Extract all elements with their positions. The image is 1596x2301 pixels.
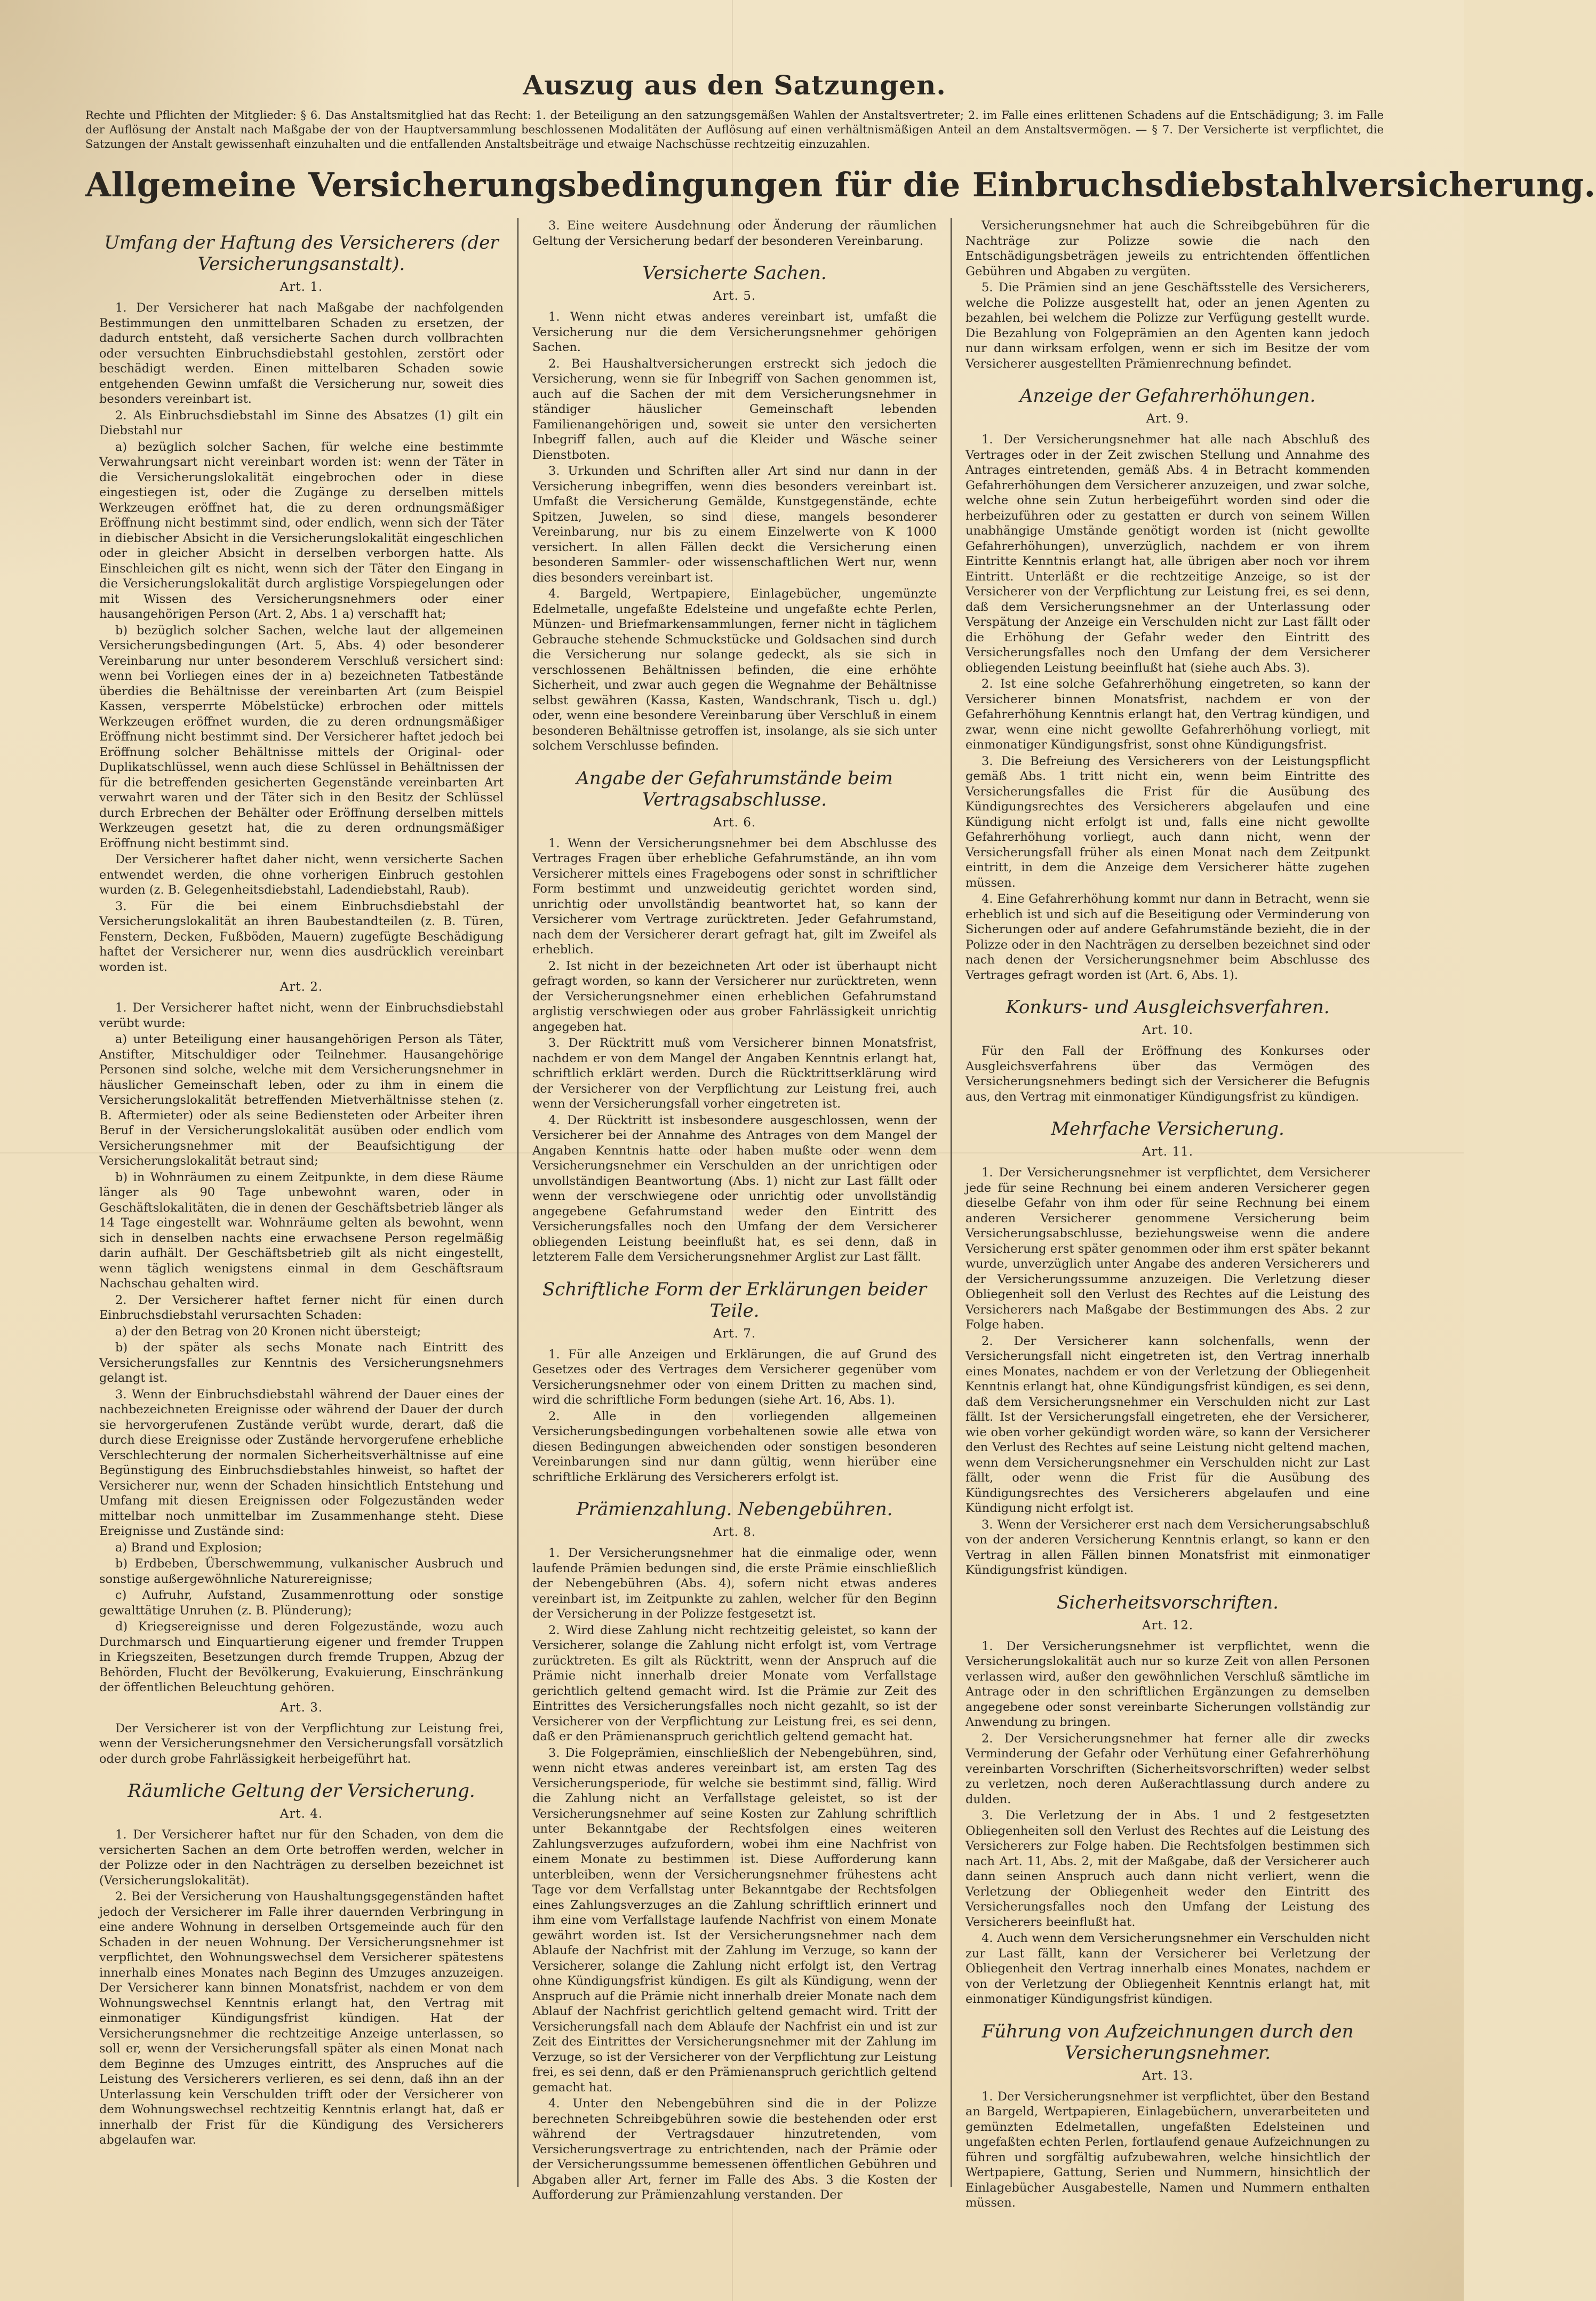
main-title: Allgemeine Versicherungsbedingungen für die Einbruchsdiebstahlversicherung. <box>85 165 1596 204</box>
paragraph: 3. Wenn der Einbruchsdiebstahl während der Dauer eines der nachbezeichneten Ereignisse oder während der Dauer der durch sie hervorgerufenen Zustände verübt wurde, derart, daß die durch diese Ereignisse oder Zustände hervorgerufene erhebliche Verschlechterung der normalen Sicherheitsverhältnisse auf eine Begünstigung des Einbruchsdiebstahles hinweist, so haftet der Versicherer nur, wenn der Schaden hinsichtlich Entstehung und Umfang mit diesen Ereignissen oder Folgezuständen weder mittelbar noch unmittelbar im Zusammenhange steht. Diese Ereignisse und Zustände sind: <box>99 1387 504 1538</box>
paragraph: 1. Der Versicherungsnehmer ist verpflichtet, über den Bestand an Bargeld, Wertpapieren, Einlagebüchern, unverarbeiteten und gemünzten Edelmetallen, ungefaßten Edelsteinen und ungefaßten echten Perlen, fortlaufend genaue Aufzeichnungen zu führen und sorgfältig aufzubewahren, welche hinsichtlich der Wertpapiere, Gattung, Serien und Nummern, hinsichtlich der Einlagebücher Ausgabestelle, Namen und Nummern enthalten müssen. <box>965 2089 1370 2210</box>
paragraph: 4. Auch wenn dem Versicherungsnehmer ein Verschulden nicht zur Last fällt, kann der Versicherer bei Verletzung der Obliegenheit den Vertrag innerhalb eines Monates, nachdem er von der Verletzung der Obliegenheit Kenntnis erlangt hat, mit einmonatiger Kündigungsfrist kündigen. <box>965 1931 1370 2006</box>
article-number: Art. 10. <box>1142 1023 1194 1037</box>
paragraph: 2. Alle in den vorliegenden allgemeinen Versicherungsbedingungen vorbehaltenen sowie alle etwa von diesen Bedingungen abweichenden oder sonstigen besonderen Vereinbarungen sind nur dann gültig, wenn hierüber eine schriftliche Erklärung des Versicherers erfolgt ist. <box>532 1409 937 1484</box>
article-number: Art. 9. <box>1146 412 1190 426</box>
paragraph: 3. Die Befreiung des Versicherers von der Leistungspflicht gemäß Abs. 1 tritt nicht ein, wenn beim Eintritte des Versicherungsfalles die Frist für die Ausübung des Kündigungsrechtes des Versicherers abgelaufen und eine Kündigung nicht erfolgt ist und, falls eine nicht gewollte Gefahrerhöhung vorliegt, auch dann nicht, wenn der Versicherungsfall früher als einen Monat nach dem Zeitpunkt eintritt, in dem die Anzeige dem Versicherer hätte zugehen müssen. <box>965 754 1370 890</box>
paragraph: 4. Eine Gefahrerhöhung kommt nur dann in Betracht, wenn sie erheblich ist und sich auf die Beseitigung oder Verminderung von Sicherungen oder auf andere Gefahrumstände bezieht, die in der Polizze oder in den Nachträgen zu derselben bezeichnet sind oder nach denen der Versicherungsnehmer beim Abschlusse des Vertrages gefragt worden ist (Art. 6, Abs. 1). <box>965 892 1370 982</box>
paragraph: 3. Wenn der Versicherer erst nach dem Versicherungsabschluß von der anderen Versicherung Kenntnis erlangt, so kann er den Vertrag in allen Fällen binnen Monatsfrist mit einmonatiger Kündigungsfrist kündigen. <box>965 1517 1370 1577</box>
paragraph: 1. Der Versicherungsnehmer ist verpflichtet, dem Versicherer jede für seine Rechnung bei einem anderen Versicherer gegen dieselbe Gefahr von ihm oder für seine Rechnung bei einem anderen Versicherer genommene Versicherung beim Versicherungsabschlusse, beziehungsweise wenn die andere Versicherung erst später genommen oder ihm erst später bekannt wurde, unverzüglich unter Angabe des anderen Versicherers und der Versicherungssumme anzuzeigen. Die Verletzung dieser Obliegenheit soll den Verlust des Rechtes auf die Leistung des Versicherers nach Maßgabe der Bestimmungen des Abs. 2 zur Folge haben. <box>965 1166 1370 1332</box>
paragraph: 4. Bargeld, Wertpapiere, Einlagebücher, ungemünzte Edelmetalle, ungefaßte Edelsteine und ungefaßte echte Perlen, Münzen- und Briefmarkensammlungen, ferner nicht in täglichem Gebrauche stehende Schmuckstücke und Goldsachen sind durch die Versicherung nur solange gedeckt, als sie sich in verschlossenen Behältnissen befinden, die eine erhöhte Sicherheit, und zwar auch gegen die Wegnahme der Behältnisse selbst gewähren (Kassa, Kasten, Wandschrank, Tisch u. dgl.) oder, wenn eine besondere Vereinbarung über Verschluß in einem besonderen Behältnisse getroffen ist, insolange, als sie sich unter solchem Verschlusse befinden. <box>532 587 937 753</box>
paragraph: 1. Der Versicherer hat nach Maßgabe der nachfolgenden Bestimmungen den unmittelbaren Schaden zu ersetzen, der dadurch entsteht, daß versicherte Sachen durch vollbrachten oder versuchten Einbruchsdiebstahl gestohlen, zerstört oder beschädigt werden. Einen mittelbaren Schaden sowie entgehenden Gewinn umfaßt die Versicherung nur, soweit dies besonders vereinbart ist. <box>99 301 504 406</box>
paragraph: 5. Die Prämien sind an jene Geschäftsstelle des Versicherers, welche die Polizze ausgestellt hat, oder an jenen Agenten zu bezahlen, bei welchem die Polizze zur Verfügung gestellt wurde. Die Bezahlung von Folgeprämien an den Agenten kann jedoch nur dann wirksam erfolgen, wenn er sich im Besitze der vom Versicherer ausgestellten Prämienrechnung befindet. <box>965 281 1370 371</box>
text-columns <box>85 218 1384 2210</box>
paragraph: b) Erdbeben, Überschwemmung, vulkanischer Ausbruch und sonstige außergewöhnliche Naturereignisse; <box>99 1557 504 1586</box>
article-number: Art. 13. <box>1142 2068 1194 2083</box>
column-2 <box>517 218 951 2202</box>
paper-fold <box>732 0 733 2301</box>
paragraph: d) Kriegsereignisse und deren Folgezustände, wozu auch Durchmarsch und Einquartierung eigener und fremder Truppen in Kriegszeiten, Besetzungen durch fremde Truppen, Abzug der Behörden, Flucht der Bevölkerung, Evakuierung, Einschränkung der öffentlichen Beleuchtung gehören. <box>99 1620 504 1694</box>
section-heading: Mehrfache Versicherung. <box>1051 1118 1284 1140</box>
statutes-title: Auszug aus den Satzungen. <box>523 69 946 101</box>
paragraph: Versicherungsnehmer hat auch die Schreibgebühren für die Nachträge zur Polizze sowie die nach den Entschädigungsbeträgen jeweils zu entrichtenden öffentlichen Gebühren und Abgaben zu vergüten. <box>965 219 1370 278</box>
section-heading: Sicherheitsvorschriften. <box>1056 1591 1279 1613</box>
paragraph: 1. Der Versicherer haftet nicht, wenn der Einbruchsdiebstahl verübt wurde: <box>99 1001 504 1030</box>
paragraph: 1. Wenn der Versicherungsnehmer bei dem Abschlusse des Vertrages Fragen über erhebliche Gefahrumstände, an ihn vom Versicherer mittels eines Fragebogens oder sonst in schriftlicher Form bestimmt und unzweideutig gerichtet worden sind, unrichtig oder unvollständig beantwortet hat, so kann der Versicherer vom Vertrage zurücktreten. Jeder Gefahrumstand, nach dem der Versicherer derart gefragt hat, gilt im Zweifel als erheblich. <box>532 836 937 957</box>
section-heading: Führung von Aufzeichnungen durch den Versicherungsnehmer. <box>981 2020 1354 2064</box>
section-heading: Umfang der Haftung des Versicherers (der Versicherungsanstalt). <box>104 232 499 275</box>
paragraph: 2. Der Versicherer kann solchenfalls, wenn der Versicherungsfall nicht eingetreten ist, den Vertrag innerhalb eines Monates, nachdem er von der Verletzung der Obliegenheit Kenntnis erlangt hat, ohne Kündigungsfrist kündigen, es sei denn, daß dem Versicherungsnehmer ein Verschulden nicht zur Last fällt. Ist der Versicherungsfall eingetreten, ehe der Versicherer, wie oben vorher gekündigt worden wäre, so kann der Versicherer den Verlust des Rechtes auf seine Leistung nicht geltend machen, wenn dem Versicherungsnehmer ein Verschulden nicht zur Last fällt, oder wenn die Frist für die Ausübung des Kündigungsrechtes des Versicherers abgelaufen und eine Kündigung nicht erfolgt ist. <box>965 1334 1370 1515</box>
column-3 <box>951 218 1384 2210</box>
paragraph: b) der später als sechs Monate nach Eintritt des Versicherungsfalles zur Kenntnis des Versicherungsnehmers gelangt ist. <box>99 1341 504 1385</box>
paragraph: 3. Eine weitere Ausdehnung oder Änderung der räumlichen Geltung der Versicherung bedarf der besonderen Vereinbarung. <box>532 219 937 248</box>
paragraph: b) bezüglich solcher Sachen, welche laut der allgemeinen Versicherungsbedingungen (Art. 5, Abs. 4) oder besonderer Vereinbarung nur unter besonderem Verschluß versichert sind: wenn bei Vorliegen eines der in a) bezeichneten Tatbestände überdies die Behältnisse der vereinbarten Art (zum Beispiel Kassen, versperrte Möbelstücke) erbrochen oder mittels Werkzeugen eröffnet wurden, die zu deren ordnungsmäßiger Eröffnung nicht bestimmt sind. Der Versicherer haftet jedoch bei Eröffnung solcher Behältnisse mittels der Original- oder Duplikatschlüssel, wenn auch diese Schlüssel in Behältnissen der für die betreffenden gesicherten Gegenstände vereinbarten Art verwahrt waren und der Täter sich in den Besitz der Schlüssel durch Erbrechen der Behälter oder Eröffnung derselben mittels Werkzeugen gesetzt hat, die zu deren ordnungsmäßiger Eröffnung nicht bestimmt sind. <box>99 623 504 850</box>
article-number: Art. 5. <box>713 289 756 303</box>
paragraph: b) in Wohnräumen zu einem Zeitpunkte, in dem diese Räume länger als 90 Tage unbewohnt waren, oder in Geschäftslokalitäten, die in denen der Geschäftsbetrieb länger als 14 Tage eingestellt war. Wohnräume gelten als bewohnt, wenn sich in denselben nachts eine erwachsene Person regelmäßig darin aufhält. Der Geschäftsbetrieb gilt als nicht eingestellt, wenn täglich wenigstens einmal in dem Geschäftsraum Nachschau gehalten wird. <box>99 1170 504 1291</box>
section-heading: Konkurs- und Ausgleichsverfahren. <box>1006 997 1330 1018</box>
article-number: Art. 11. <box>1142 1145 1194 1159</box>
paragraph: 3. Urkunden und Schriften aller Art sind nur dann in der Versicherung inbegriffen, wenn dies besonders vereinbart ist. Umfaßt die Versicherung Gemälde, Kunstgegenstände, echte Spitzen, Juwelen, so sind diese, mangels besonderer Vereinbarung, nur bis zu einem Einzelwerte von K 1000 versichert. In allen Fällen deckt die Versicherung einen besonderen Sammler- oder wissenschaftlichen Wert nur, wenn dies besonders vereinbart ist. <box>532 464 937 585</box>
paper-fold-horizontal <box>0 1152 1464 1153</box>
article-number: Art. 2. <box>280 980 323 994</box>
paragraph: a) Brand und Explosion; <box>115 1540 262 1555</box>
paragraph: 2. Der Versicherungsnehmer hat ferner alle dir zwecks Verminderung der Gefahr oder Verhütung einer Gefahrerhöhung vereinbarten Vorschriften (Sicherheitsvorschriften) weder selbst zu verletzen, noch deren Außerachtlassung durch andere zu dulden. <box>965 1731 1370 1806</box>
paragraph: a) unter Beteiligung einer hausangehörigen Person als Täter, Anstifter, Mitschuldiger oder Teilnehmer. Hausangehörige Personen sind solche, welche mit dem Versicherungsnehmer in häuslicher Gemeinschaft leben, oder zu ihm in einem die Versicherungslokalität betreffenden Mietverhältnisse stehen (z. B. Aftermieter) oder als seine Bediensteten oder Arbeiter ihren Beruf in der Versicherungslokalität ausüben oder endlich vom Versicherungsnehmer mit der Beaufsichtigung der Versicherungslokalität betraut sind; <box>99 1032 504 1168</box>
section-heading: Versicherte Sachen. <box>642 262 827 284</box>
section-heading: Angabe der Gefahrumstände beim Vertragsabschlusse. <box>576 767 893 810</box>
paragraph: 3. Die Folgeprämien, einschließlich der Nebengebühren, sind, wenn nicht etwas anderes vereinbart ist, am ersten Tag des Versicherungsperiode, für welche sie bestimmt sind, fällig. Wird die Zahlung nicht an Verfallstage geleistet, so ist der Versicherungsnehmer auf seine Kosten zur Zahlung schriftlich unter Bekanntgabe der Rechtsfolgen eines weiteren Zahlungsverzuges aufzufordern, wobei ihm eine Nachfrist von einem Monate zu bestimmen ist. Diese Aufforderung kann unterbleiben, wenn der Versicherungsnehmer frühestens acht Tage vor dem Verfallstag unter Bekanntgabe der Rechtsfolgen eines Zahlungsverzuges an die Zahlung schriftlich erinnert und ihm eine vom Verfallstage laufende Nachfrist von einem Monate gewährt worden ist. Ist der Versicherungsnehmer nach dem Ablaufe der Nachfrist mit der Zahlung im Verzuge, so kann der Versicherer, solange die Zahlung nicht erfolgt ist, den Vertrag ohne Kündigungsfrist kündigen. Es gilt als Kündigung, wenn der Anspruch auf die Prämie nicht innerhalb dreier Monate nach dem Ablauf der Nachfrist gerichtlich geltend gemacht wird. Tritt der Versicherungsfall nach dem Ablaufe der Nachfrist ein und ist zur Zeit des Eintrittes der Versicherungsnehmer mit der Zahlung im Verzuge, so ist der Versicherer von der Verpflichtung zur Leistung frei, es sei denn, daß er den Prämienanspruch gerichtlich geltend gemacht hat. <box>532 1746 937 2095</box>
article-number: Art. 12. <box>1142 1618 1194 1633</box>
paragraph: 1. Der Versicherungsnehmer ist verpflichtet, wenn die Versicherungslokalität auch nur so kurze Zeit von allen Personen verlassen wird, außer den gewöhnlichen Verschluß sämtliche im Antrage oder in den schriftlichen Ergänzungen zu demselben angegebene oder sonst vereinbarte Sicherungen vollständig zur Anwendung zu bringen. <box>965 1639 1370 1729</box>
article-number: Art. 8. <box>713 1525 756 1539</box>
article-number: Art. 1. <box>280 280 323 294</box>
paragraph: 1. Wenn nicht etwas anderes vereinbart ist, umfaßt die Versicherung nur die dem Versicherungsnehmer gehörigen Sachen. <box>532 310 937 354</box>
article-number: Art. 3. <box>280 1700 323 1715</box>
paragraph: 1. Der Versicherungsnehmer hat alle nach Abschluß des Vertrages oder in der Zeit zwischen Stellung und Annahme des Antrages eintretenden, gemäß Abs. 4 in Betracht kommenden Gefahrerhöhungen dem Versicherer anzuzeigen, und zwar solche, welche ohne sein Zutun herbeigeführt worden sind oder die herbeizuführen oder zu gestatten er durch von seinem Willen unabhängige Umstände genötigt worden ist (nicht gewollte Gefahrerhöhungen), unverzüglich, nachdem er von ihrem Eintritte Kenntnis erlangt hat, alle übrigen aber noch vor ihrem Eintritt. Unterläßt er die rechtzeitige Anzeige, so ist der Versicherer von der Verpflichtung zur Leistung frei, es sei denn, daß dem Versicherungsnehmer an der Unterlassung oder Verspätung der Anzeige ein Verschulden nicht zur Last fällt oder die Erhöhung der Gefahr weder den Eintritt des Versicherungsfalles noch den Umfang der dem Versicherer obliegenden Leistung beeinflußt hat (siehe auch Abs. 3). <box>965 433 1370 675</box>
column-1 <box>85 218 517 2187</box>
paragraph: 2. Bei Haushaltversicherungen erstreckt sich jedoch die Versicherung, wenn sie für Inbegriff von Sachen genommen ist, auch auf die Sachen der mit dem Versicherungsnehmer in ständiger häuslicher Gemeinschaft lebenden Familienangehörigen und, soweit sie unter den versicherten Inbegriff fallen, auch auf die Kleider und Wäsche seiner Dienstboten. <box>532 356 937 462</box>
paragraph: a) der den Betrag von 20 Kronen nicht übersteigt; <box>115 1324 421 1339</box>
article-number: Art. 4. <box>280 1807 323 1821</box>
paragraph: 4. Unter den Nebengebühren sind die in der Polizze berechneten Schreibgebühren sowie die bestehenden oder erst während der Vertragsdauer hinzutretenden, vom Versicherungsvertrage zu entrichtenden, nach der Prämie oder der Versicherungssumme bemessenen öffentlichen Gebühren und Abgaben aller Art, ferner im Falle des Abs. 3 die Kosten der Aufforderung zur Prämienzahlung verstanden. Der <box>532 2097 937 2202</box>
paragraph: 1. Für alle Anzeigen und Erklärungen, die auf Grund des Gesetzes oder des Vertrages dem Versicherer gegenüber vom Versicherungsnehmer oder von einem Dritten zu machen sind, wird die schriftliche Form bedungen (siehe Art. 16, Abs. 1). <box>532 1347 937 1407</box>
paragraph: c) Aufruhr, Aufstand, Zusammenrottung oder sonstige gewalttätige Unruhen (z. B. Plünderung); <box>99 1588 504 1618</box>
paragraph: 2. Als Einbruchsdiebstahl im Sinne des Absatzes (1) gilt ein Diebstahl nur <box>99 408 504 437</box>
paragraph: 1. Der Versicherer haftet nur für den Schaden, von dem die versicherten Sachen an dem Orte betroffen werden, welcher in der Polizze oder in den Nachträgen zu derselben bezeichnet ist (Versicherungslokalität). <box>99 1828 504 1888</box>
section-heading: Anzeige der Gefahrerhöhungen. <box>1019 385 1316 407</box>
paragraph: 1. Der Versicherungsnehmer hat die einmalige oder, wenn laufende Prämien bedungen sind, die erste Prämie einschließlich der Nebengebühren (Abs. 4), sofern nicht etwas anderes vereinbart ist, im Zeitpunkte zu zahlen, welcher für den Beginn der Versicherung in der Polizze festgesetzt ist. <box>532 1546 937 1621</box>
paragraph: 4. Der Rücktritt ist insbesondere ausgeschlossen, wenn der Versicherer bei der Annahme des Antrages von dem Mangel der Angaben Kenntnis hatte oder haben mußte oder wenn dem Versicherungsnehmer ein Verschulden an der unrichtigen oder unvollständigen Beantwortung (Abs. 1) nicht zur Last fällt oder wenn der verschwiegene oder unrichtig oder unvollständig angegebene Gefahrumstand weder den Eintritt des Versicherungsfalles noch den Umfang der dem Versicherer obliegenden Leistung beeinflußt hat, es sei denn, daß in letzterem Falle dem Versicherungsnehmer Arglist zur Last fällt. <box>532 1113 937 1264</box>
paragraph: Der Versicherer haftet daher nicht, wenn versicherte Sachen entwendet werden, die ohne vorherigen Einbruch gestohlen wurden (z. B. Gelegenheitsdiebstahl, Ladendiebstahl, Raub). <box>99 853 504 897</box>
article-number: Art. 7. <box>713 1326 756 1341</box>
paragraph: 2. Bei der Versicherung von Haushaltungsgegenständen haftet jedoch der Versicherer im Falle ihrer dauernden Verbringung in eine andere Wohnung in derselben Ortsgemeinde auch für den Schaden in der neuen Wohnung. Der Versicherungsnehmer ist verpflichtet, den Wohnungswechsel dem Versicherer spätestens innerhalb eines Monates nach Beginn des Umzuges anzuzeigen. Der Versicherer kann binnen Monatsfrist, nachdem er von dem Wohnungswechsel Kenntnis erlangt hat, den Vertrag mit einmonatiger Kündigungsfrist kündigen. Hat der Versicherungsnehmer die rechtzeitige Anzeige unterlassen, so soll er, wenn der Versicherungsfall später als einen Monat nach dem Beginne des Umzuges eintritt, des Anspruches auf die Leistung des Versicherers verlieren, es sei denn, daß ihn an der Unterlassung kein Verschulden trifft oder der Versicherer von dem Wohnungswechsel rechtzeitig Kenntnis erlangt hat, daß er innerhalb der Frist für die Kündigung des Versicherers abgelaufen war. <box>99 1890 504 2147</box>
paragraph: 3. Der Rücktritt muß vom Versicherer binnen Monatsfrist, nachdem er von dem Mangel der Angaben Kenntnis erlangt hat, schriftlich erklärt werden. Durch die Rücktrittserklärung wird der Versicherer von der Verpflichtung zur Leistung frei, auch wenn der Versicherungsfall vorher eingetreten ist. <box>532 1036 937 1111</box>
section-heading: Prämienzahlung. Nebengebühren. <box>576 1499 893 1520</box>
statutes-text: Rechte und Pflichten der Mitglieder: § 6. Das Anstaltsmitglied hat das Recht: 1. der Beteiligung an den satzungsgemäßen Wahlen der Anstaltsvertreter; 2. im Falle eines erlittenen Schadens auf die Entschädigung; 3. im Falle der Auflösung der Anstalt nach Maßgabe der von der Hauptversammlung beschlossenen Modalitäten der Auflösung auf einen verhältnismäßigen Anteil an dem Anstaltsvermögen. — § 7. Der Versicherte ist verpflichtet, die Satzungen der Anstalt gewissenhaft einzuhalten und die entfallenden Anstaltsbeiträge und etwaige Nachschüsse rechtzeitig einzuzahlen. <box>85 109 1384 150</box>
paragraph: 3. Die Verletzung der in Abs. 1 und 2 festgesetzten Obliegenheiten soll den Verlust des Rechtes auf die Leistung des Versicherers zur Folge haben. Die Rechtsfolgen bestimmen sich nach Art. 11, Abs. 2, mit der Maßgabe, daß der Versicherer auch dann seinen Anspruch auch dann nicht verliert, wenn die Verletzung der Obliegenheit weder den Eintritt des Versicherungsfalles noch den Umfang der Leistung des Versicherers beeinflußt hat. <box>965 1809 1370 1929</box>
paragraph: Für den Fall der Eröffnung des Konkurses oder Ausgleichsverfahrens über das Vermögen des Versicherungsnehmers bedingt sich der Versicherer die Befugnis aus, den Vertrag mit einmonatiger Kündigungsfrist zu kündigen. <box>965 1044 1370 1104</box>
section-heading: Räumliche Geltung der Versicherung. <box>127 1780 475 1802</box>
article-number: Art. 6. <box>713 815 756 830</box>
paragraph: a) bezüglich solcher Sachen, für welche eine bestimmte Verwahrungsart nicht vereinbart worden ist: wenn der Täter in die Versicherungslokalität eingebrochen oder in diese eingestiegen ist, oder die Zugänge zu derselben mittels Werkzeugen eröffnet hat, die zu deren ordnungsmäßiger Eröffnung nicht bestimmt sind, oder endlich, wenn sich der Täter in diebischer Absicht in die Versicherungslokalität eingeschlichen oder in gleicher Absicht in derselben verborgen hatte. Als Einschleichen gilt es nicht, wenn sich der Täter den Eingang in die Versicherungslokalität durch arglistige Vorspiegelungen oder mit Wissen des Versicherungsnehmers oder einer hausangehörigen Person (Art. 2, Abs. 1 a) verschafft hat; <box>99 440 504 621</box>
paragraph: 3. Für die bei einem Einbruchsdiebstahl der Versicherungslokalität an ihren Baubestandteilen (z. B. Türen, Fenstern, Decken, Fußböden, Mauern) zugefügte Beschädigung haftet der Versicherer nur, wenn dies ausdrücklich vereinbart worden ist. <box>99 899 504 974</box>
section-heading: Schriftliche Form der Erklärungen beider Teile. <box>542 1278 927 1321</box>
paragraph: 2. Der Versicherer haftet ferner nicht für einen durch Einbruchsdiebstahl verursachten Schaden: <box>99 1293 504 1322</box>
paragraph: 2. Ist eine solche Gefahrerhöhung eingetreten, so kann der Versicherer binnen Monatsfrist, nachdem er von der Gefahrerhöhung Kenntnis erlangt hat, den Vertrag kündigen, und zwar, wenn eine nicht gewollte Gefahrerhöhung vorliegt, mit einmonatiger Kündigungsfrist, sonst ohne Kündigungsfrist. <box>965 677 1370 752</box>
paragraph: Der Versicherer ist von der Verpflichtung zur Leistung frei, wenn der Versicherungsnehmer den Versicherungsfall vorsätzlich oder durch grobe Fahrlässigkeit herbeigeführt hat. <box>99 1721 504 1766</box>
paragraph: 2. Ist nicht in der bezeichneten Art oder ist überhaupt nicht gefragt worden, so kann der Versicherer nur zurücktreten, wenn der Versicherungsnehmer einen erheblichen Gefahrumstand arglistig verschwiegen oder aus grober Fahrlässigkeit unrichtig angegeben hat. <box>532 959 937 1034</box>
paragraph: 2. Wird diese Zahlung nicht rechtzeitig geleistet, so kann der Versicherer, solange die Zahlung nicht erfolgt ist, vom Vertrage zurücktreten. Es gilt als Rücktritt, wenn der Anspruch auf die Prämie nicht innerhalb dreier Monate vom Verfallstage gerichtlich geltend gemacht wird. Ist die Prämie zur Zeit des Eintrittes des Versicherungsfalles noch nicht gezahlt, so ist der Versicherer von der Verpflichtung zur Leistung frei, es sei denn, daß er den Prämienanspruch gerichtlich geltend gemacht hat. <box>532 1623 937 1743</box>
